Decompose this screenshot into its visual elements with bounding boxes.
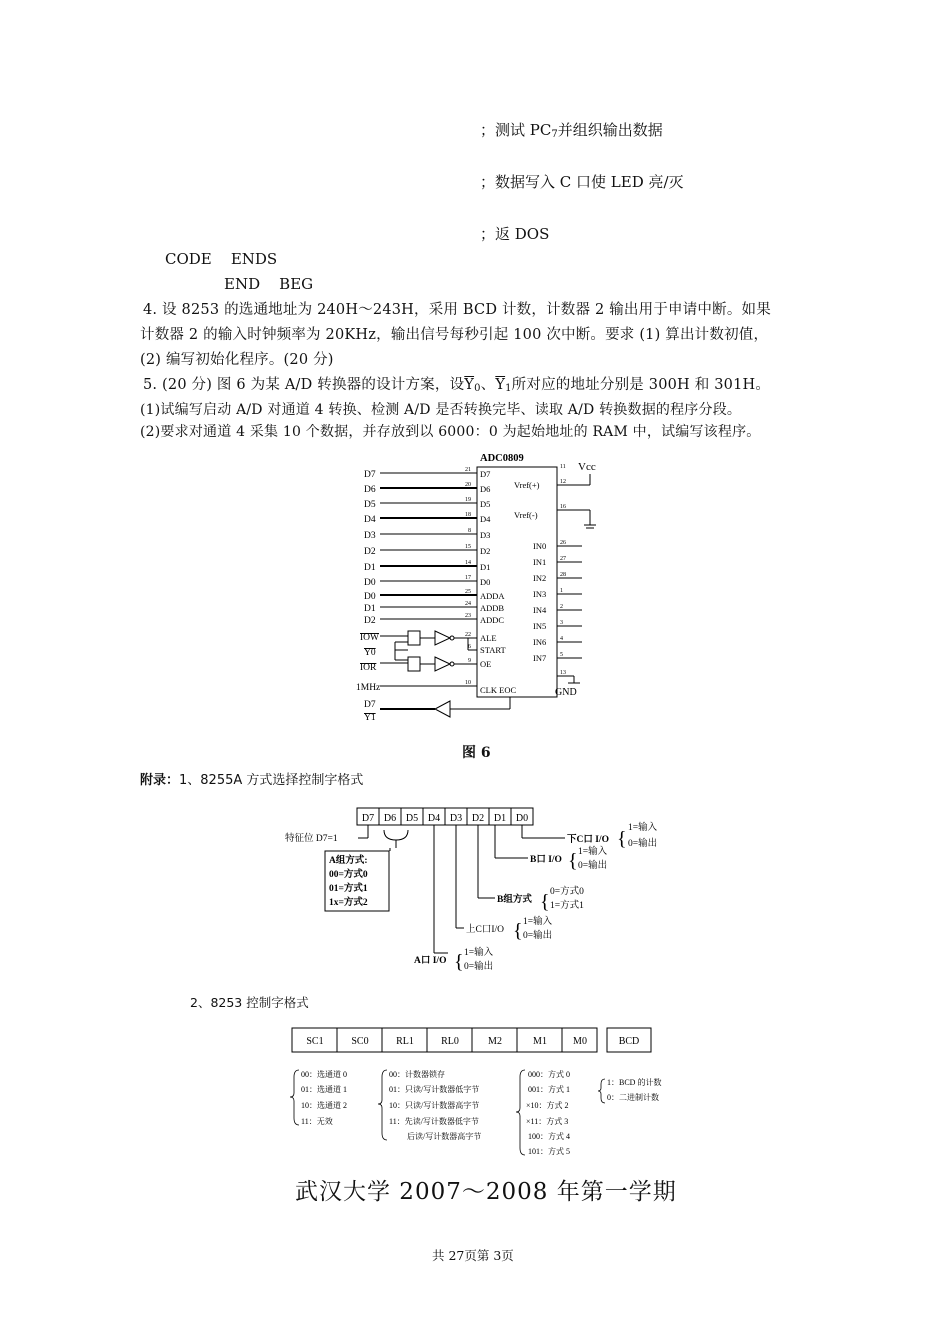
mode-option: 001：方式 1 (528, 1085, 570, 1094)
pin-number: 6 (468, 644, 471, 650)
chip-pin: ALE (480, 633, 497, 643)
chip-pin: IN5 (533, 621, 547, 631)
pin-number: 23 (465, 613, 471, 619)
chip-pin: D1 (480, 562, 491, 572)
bit-label: SC1 (306, 1036, 324, 1047)
pin-label: D1 (364, 604, 376, 614)
question-5-line-1: 5. (20 分) 图 6 为某 A/D 转换器的设计方案，设$\overline{Y}_0$、$\overline{Y}_1$所对应的地址分别是 300H 和 301H。 (143, 377, 771, 394)
mode-option: ×10：方式 2 (526, 1101, 569, 1110)
bit-label: D3 (449, 813, 463, 824)
chip-pin: START (480, 645, 506, 655)
question-5-line-3: (2)要求对通道 4 采集 10 个数据，并存放到以 6000：0 为起始地址的 RAM 中，试编写该程序。 (140, 424, 761, 440)
pin-number: 8 (468, 528, 471, 534)
pin-number: 12 (560, 479, 566, 485)
mode-option: 100：方式 4 (528, 1132, 570, 1141)
bit-label: BCD (618, 1036, 640, 1047)
bit-label: D7 (361, 813, 375, 824)
a-port-label: A口 I/O (414, 956, 447, 966)
chip-pin: D5 (480, 499, 491, 509)
sc-option: 00：选通道 0 (301, 1070, 347, 1079)
rl-option: 后读/写计数器高字节 (407, 1132, 482, 1141)
question-4-line-3: (2) 编写初始化程序。(20 分) (140, 352, 334, 368)
pin-number: 18 (465, 512, 471, 518)
chip-pin: OE (480, 659, 492, 669)
bit-label: D5 (405, 813, 419, 824)
rl-option: 10：只读/写计数器高字节 (389, 1101, 480, 1110)
question-4-line-2: 计数器 2 的输入时钟频率为 20KHz，输出信号每秒引起 100 次中断。要求 (1) 算出计数初值， (140, 327, 769, 343)
pin-label: 1MHz (356, 683, 381, 693)
brace-icon: { (454, 951, 464, 973)
chip-pin: CLK EOC (480, 685, 517, 695)
mode-option: ×11：方式 3 (526, 1117, 569, 1126)
code-line-ends: CODE ENDS (165, 250, 278, 268)
pin-label: D7 (364, 700, 376, 710)
io-option: 1=输入 (464, 948, 494, 958)
chip-pin: IN2 (533, 573, 547, 583)
code-line-end: END BEG (224, 275, 314, 293)
rl-option: 11：先读/写计数器低字节 (389, 1117, 479, 1126)
pin-number: 14 (465, 560, 471, 566)
pin-label: D4 (364, 515, 376, 525)
appendix-item-1: 附录：1、8255A 方式选择控制字格式 (140, 773, 364, 788)
chip-pin: D3 (480, 530, 491, 540)
pin-label: D1 (364, 563, 376, 573)
question-4-line-1: 4. 设 8253 的选通地址为 240H～243H，采用 BCD 计数，计数器 2 输出用于申请中断。如果 (143, 302, 771, 318)
a-group-mode: 1x=方式2 (329, 898, 368, 908)
code-comment-1: ；测试 $PC_7$并组织输出数据 (480, 121, 663, 140)
pin-number: 13 (560, 670, 566, 676)
pin-number: 15 (465, 544, 471, 550)
appendix-item-2: 2、8253 控制字格式 (190, 995, 309, 1010)
chip-pin: D2 (480, 546, 491, 556)
brace-icon: { (617, 828, 627, 850)
brace-icon: { (540, 891, 550, 913)
pin-number: 3 (560, 620, 563, 626)
pin-label: D0 (364, 578, 376, 588)
io-option: 1=输入 (523, 917, 553, 927)
figure-8253-control-word (285, 1025, 705, 1165)
pin-number: 26 (560, 540, 566, 546)
figure-6-caption: 图 6 (462, 745, 491, 761)
sc-option: 11：无效 (301, 1117, 333, 1126)
pin-number: 5 (560, 652, 563, 658)
pin-number: 27 (560, 556, 566, 562)
bit-label: D0 (515, 813, 529, 824)
bit-label: D4 (427, 813, 441, 824)
bcd-option: 1：BCD 的计数 (607, 1078, 662, 1087)
gnd-label: GND (555, 687, 577, 698)
upper-c-port-label: 上C口I/O (466, 925, 505, 935)
bit-label: RL1 (396, 1036, 414, 1047)
figure-8255a-control-word (280, 803, 700, 978)
pin-number: 21 (465, 467, 471, 473)
chip-pin: D6 (480, 484, 491, 494)
mode-option: 0=方式0 (550, 887, 584, 897)
pin-label: IOW (360, 633, 379, 643)
pin-number: 4 (560, 636, 563, 642)
b-group-label: B组方式 (497, 895, 532, 905)
io-option: 1=输入 (628, 823, 658, 833)
pin-number: 28 (560, 572, 566, 578)
chip-name: ADC0809 (480, 453, 524, 464)
chip-pin: IN1 (533, 557, 547, 567)
brace-icon: { (568, 850, 578, 872)
bit-label: D2 (471, 813, 485, 824)
sc-option: 10：选通道 2 (301, 1101, 347, 1110)
pin-label: D6 (364, 485, 376, 495)
bit-label: M0 (573, 1036, 587, 1047)
io-option: 0=输出 (628, 839, 658, 849)
rl-option: 01：只读/写计数器低字节 (389, 1085, 480, 1094)
bit-label: SC0 (351, 1036, 369, 1047)
pin-label: D0 (364, 592, 376, 602)
bit-label: RL0 (441, 1036, 459, 1047)
pin-label: Y1 (364, 713, 376, 723)
pin-label: IOR (360, 663, 377, 673)
chip-pin: D4 (480, 514, 491, 524)
chip-pin: ADDC (480, 615, 505, 625)
pin-label: D5 (364, 500, 376, 510)
pin-number: 22 (465, 632, 471, 638)
pin-number: 11 (560, 464, 566, 470)
pin-number: 20 (465, 482, 471, 488)
sc-option: 01：选通道 1 (301, 1085, 347, 1094)
pin-number: 1 (560, 588, 563, 594)
feature-bit-label: 特征位 D7=1 (285, 834, 338, 844)
pin-number: 9 (468, 658, 471, 664)
chip-pin: IN7 (533, 653, 547, 663)
b-port-label: B口 I/O (530, 855, 562, 865)
brace-icon: { (513, 920, 523, 942)
page-footer: 共 27页第 3页 (432, 1248, 514, 1263)
pin-label: Y0 (364, 648, 376, 658)
pin-label: D7 (364, 470, 376, 480)
chip-pin: D0 (480, 577, 491, 587)
io-option: 1=输入 (578, 847, 608, 857)
chip-pin: Vref(+) (514, 480, 540, 490)
figure-6-schematic (350, 450, 620, 730)
io-option: 0=输出 (578, 861, 608, 871)
lower-c-port-label: 下C口 I/O (567, 835, 609, 845)
chip-pin: ADDA (480, 591, 505, 601)
a-group-mode: 00=方式0 (329, 870, 368, 880)
question-5-line-2: (1)试编写启动 A/D 对通道 4 转换、检测 A/D 是否转换完毕、读取 A/D 转换数据的程序分段。 (140, 402, 742, 418)
pin-number: 24 (465, 601, 471, 607)
pin-label: D3 (364, 531, 376, 541)
chip-pin: IN6 (533, 637, 547, 647)
bit-label: M2 (488, 1036, 502, 1047)
bit-label: D1 (493, 813, 507, 824)
pin-label: D2 (364, 547, 376, 557)
bit-label: M1 (533, 1036, 547, 1047)
io-option: 0=输出 (464, 962, 494, 972)
pin-number: 17 (465, 575, 471, 581)
chip-pin: IN3 (533, 589, 547, 599)
a-group-mode: 01=方式1 (329, 884, 368, 894)
pin-label: D2 (364, 616, 376, 626)
chip-pin: IN0 (533, 541, 547, 551)
chip-pin: D7 (480, 469, 491, 479)
bcd-option: 0：二进制计数 (607, 1093, 659, 1102)
pin-number: 19 (465, 497, 471, 503)
bit-label: D6 (383, 813, 397, 824)
io-option: 0=输出 (523, 931, 553, 941)
pin-number: 16 (560, 504, 566, 510)
mode-option: 000：方式 0 (528, 1070, 570, 1079)
mode-option: 1=方式1 (550, 901, 584, 911)
pin-number: 25 (465, 589, 471, 595)
chip-pin: ADDB (480, 603, 505, 613)
rl-option: 00：计数器锁存 (389, 1070, 445, 1079)
code-comment-2: ；数据写入 C 口使 LED 亮/灭 (480, 173, 684, 191)
mode-option: 101：方式 5 (528, 1147, 570, 1156)
pin-number: 10 (465, 680, 471, 686)
chip-pin: Vref(-) (514, 510, 538, 520)
exam-title: 武汉大学 2007～2008 年第一学期 (295, 1179, 677, 1205)
pin-number: 2 (560, 604, 563, 610)
code-comment-3: ；返 DOS (480, 225, 550, 243)
chip-pin: IN4 (533, 605, 547, 615)
vcc-label: Vcc (578, 461, 596, 473)
a-group-mode: A组方式: (329, 856, 368, 866)
